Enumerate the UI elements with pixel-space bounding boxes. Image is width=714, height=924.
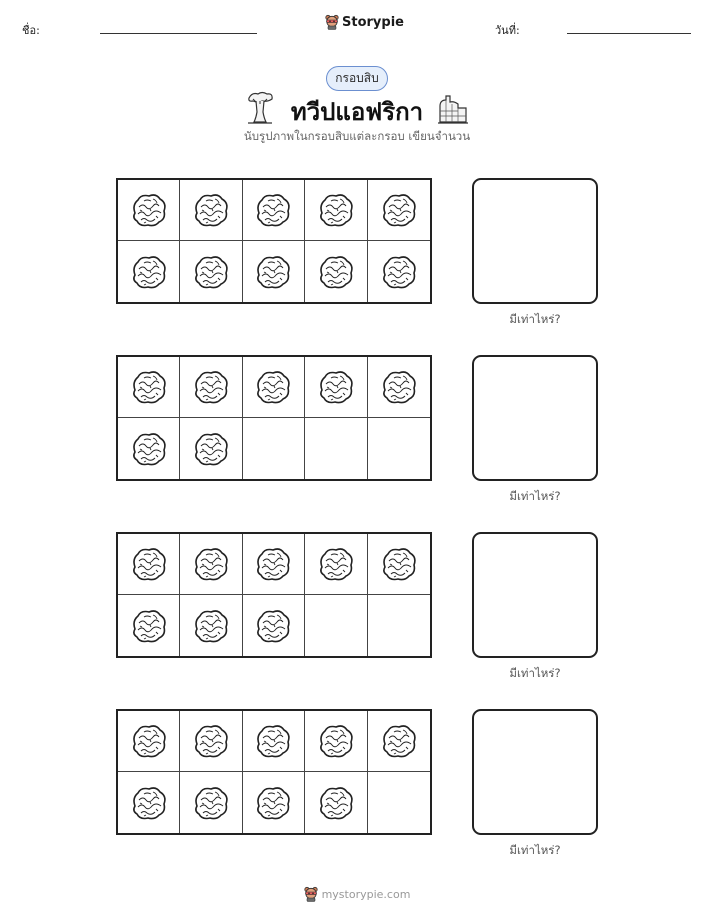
ten-frame-cell-filled: [180, 595, 242, 656]
ten-frame-cell-empty: [368, 772, 430, 833]
brain-coral-icon: [191, 722, 231, 760]
brain-coral-icon: [379, 722, 419, 760]
ten-frame-cell-empty: [368, 595, 430, 656]
brain-coral-icon: [253, 784, 293, 822]
answer-box[interactable]: [472, 178, 598, 304]
brain-coral-icon: [253, 368, 293, 406]
answer-box[interactable]: [472, 709, 598, 835]
brain-coral-icon: [129, 722, 169, 760]
ten-frame-cell-filled: [368, 534, 430, 595]
brain-coral-icon: [253, 253, 293, 291]
ten-frame-cell-filled: [180, 711, 242, 772]
brain-coral-icon: [191, 253, 231, 291]
ten-frame-cell-filled: [118, 180, 180, 241]
ten-frame-cell-filled: [305, 711, 367, 772]
footer: [0, 886, 714, 902]
brain-coral-icon: [191, 784, 231, 822]
brain-coral-icon: [129, 607, 169, 645]
brain-coral-icon: [191, 368, 231, 406]
brain-coral-icon: [316, 722, 356, 760]
ten-frame-cell-filled: [180, 772, 242, 833]
bear-mascot-icon: [304, 886, 318, 902]
brain-coral-icon: [379, 253, 419, 291]
ten-frame-cell-filled: [118, 418, 180, 479]
brain-coral-icon: [191, 430, 231, 468]
brain-coral-icon: [316, 368, 356, 406]
ten-frame-cell-filled: [118, 772, 180, 833]
footer-url[interactable]: mystorypie.com: [321, 887, 411, 901]
ten-frame-cell-filled: [368, 180, 430, 241]
brain-coral-icon: [191, 545, 231, 583]
ten-frame-cell-filled: [118, 711, 180, 772]
brain-coral-icon: [129, 430, 169, 468]
brand-logo: [325, 14, 404, 30]
brain-coral-icon: [253, 607, 293, 645]
brain-coral-icon: [316, 253, 356, 291]
brain-coral-icon: [316, 784, 356, 822]
ten-frame: [116, 178, 432, 304]
ten-frame-cell-filled: [243, 595, 305, 656]
brain-coral-icon: [253, 722, 293, 760]
ten-frame: [116, 355, 432, 481]
ten-frame-cell-filled: [180, 180, 242, 241]
brain-coral-icon: [316, 191, 356, 229]
brain-coral-icon: [129, 545, 169, 583]
ten-frame-cell-filled: [305, 180, 367, 241]
answer-box[interactable]: [472, 532, 598, 658]
ten-frame-cell-empty: [305, 595, 367, 656]
ten-frame-cell-filled: [180, 534, 242, 595]
answer-prompt: มีเท่าไหร่?: [509, 489, 561, 503]
brain-coral-icon: [129, 784, 169, 822]
brain-coral-icon: [379, 368, 419, 406]
brain-coral-icon: [253, 545, 293, 583]
ten-frame-cell-filled: [118, 357, 180, 418]
ten-frame: [116, 709, 432, 835]
brain-coral-icon: [191, 607, 231, 645]
ten-frame-cell-filled: [368, 357, 430, 418]
name-line[interactable]: [100, 33, 257, 34]
ten-frame-cell-filled: [243, 241, 305, 302]
ten-frame-cell-empty: [243, 418, 305, 479]
ten-frame-cell-filled: [180, 241, 242, 302]
ten-frame-cell-filled: [368, 241, 430, 302]
brain-coral-icon: [316, 545, 356, 583]
ten-frame-cell-filled: [118, 595, 180, 656]
bear-mascot-icon: [325, 14, 339, 30]
answer-box[interactable]: [472, 355, 598, 481]
answer-prompt: มีเท่าไหร่?: [509, 666, 561, 680]
ten-frame-cell-filled: [180, 418, 242, 479]
instructions: นับรูปภาพในกรอบสิบแต่ละกรอบ เขียนจำนวน: [243, 129, 471, 143]
ten-frame-cell-filled: [305, 772, 367, 833]
ten-frame-cell-filled: [118, 241, 180, 302]
brain-coral-icon: [253, 191, 293, 229]
brain-coral-icon: [379, 545, 419, 583]
brain-coral-icon: [191, 191, 231, 229]
ten-frame-cell-filled: [368, 711, 430, 772]
brain-coral-icon: [129, 253, 169, 291]
ten-frame: [116, 532, 432, 658]
brain-coral-icon: [129, 191, 169, 229]
answer-prompt: มีเท่าไหร่?: [509, 843, 561, 857]
ten-frame-cell-filled: [305, 534, 367, 595]
ten-frame-cell-filled: [243, 711, 305, 772]
ten-frame-cell-filled: [305, 357, 367, 418]
page-title: ทวีปแอฟริกา: [290, 98, 424, 126]
ten-frame-cell-filled: [243, 534, 305, 595]
brand-name: Storypie: [342, 14, 404, 30]
ten-frame-cell-empty: [305, 418, 367, 479]
date-line[interactable]: [567, 33, 691, 34]
ten-frame-cell-filled: [243, 772, 305, 833]
ten-frame-cell-filled: [243, 180, 305, 241]
answer-prompt: มีเท่าไหร่?: [509, 312, 561, 326]
great-zimbabwe-ruins-icon: [437, 92, 469, 124]
name-label: ชื่อ:: [22, 24, 40, 37]
topic-badge: กรอบสิบ: [326, 66, 388, 91]
brain-coral-icon: [379, 191, 419, 229]
ten-frame-cell-filled: [180, 357, 242, 418]
ten-frame-cell-filled: [305, 241, 367, 302]
ten-frame-cell-filled: [118, 534, 180, 595]
brain-coral-icon: [129, 368, 169, 406]
date-label: วันที่:: [495, 24, 520, 37]
ten-frame-cell-empty: [368, 418, 430, 479]
ten-frame-cell-filled: [243, 357, 305, 418]
